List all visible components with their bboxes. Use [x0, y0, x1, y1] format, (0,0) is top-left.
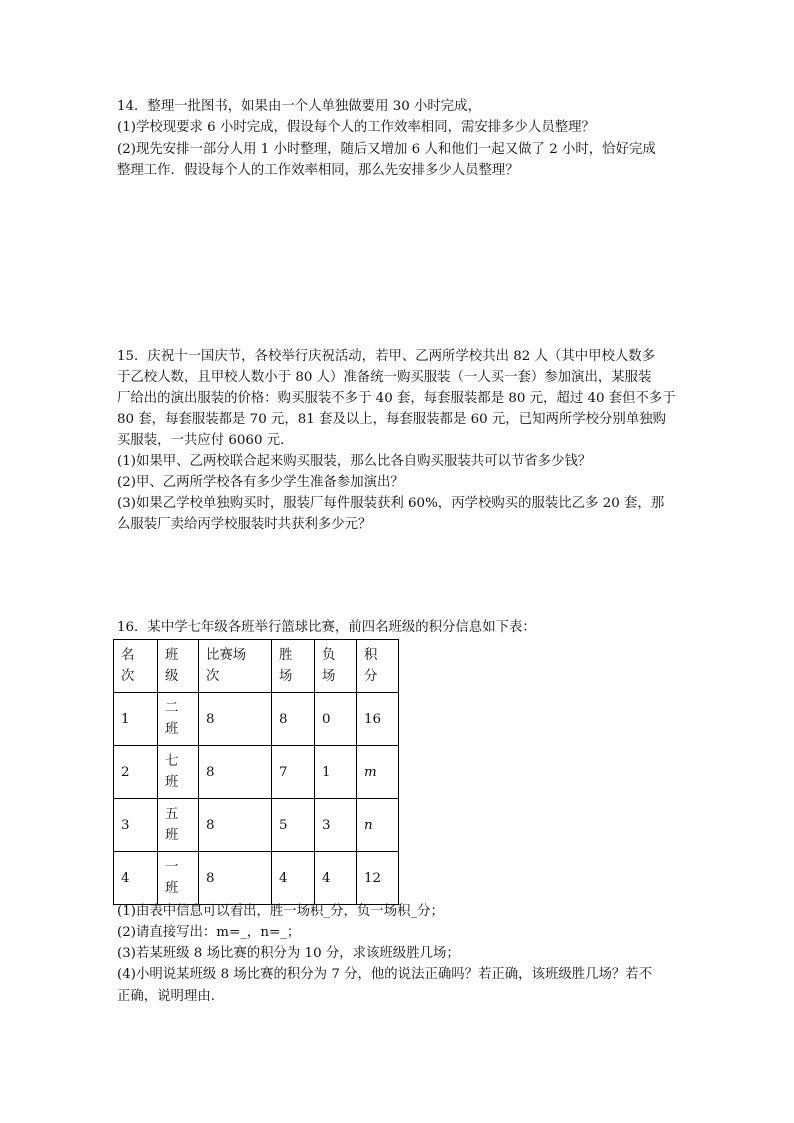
q16-part4-line1: (4)小明说某班级 8 场比赛的积分为 7 分，他的说法正确吗？若正确，该班级胜几场？若不: [117, 967, 653, 982]
header-class: 班级: [165, 648, 179, 684]
table-row: [114, 746, 399, 799]
table-row: [114, 693, 399, 746]
q14-part2-line2: 整理工作．假设每个人的工作效率相同，那么先安排多少人员整理？: [117, 163, 519, 178]
q16-part4-line2: 正确，说明理由．: [117, 989, 225, 1004]
q15-part1: (1)如果甲、乙两校联合起来购买服装，那么比各自购买服装共可以节省多少钱？: [117, 454, 592, 469]
q14-part1: (1)学校现要求 6 小时完成，假设每个人的工作效率相同，需安排多少人员整理？: [117, 120, 595, 135]
cell-wins: 8: [272, 693, 315, 746]
q15-part2: (2)甲、乙两所学校各有多少学生准备参加演出？: [117, 475, 404, 490]
cell-class: 五班: [165, 807, 179, 843]
q15-stem-line4: 80 套，每套服装都是 70 元，81 套及以上，每套服装都是 60 元，已知两所学校分别单独购: [117, 412, 666, 427]
cell-losses: 4: [315, 852, 357, 905]
cell-wins: 7: [272, 746, 315, 799]
cell-points: 16: [357, 693, 399, 746]
cell-wins: 4: [272, 852, 315, 905]
header-wins: 胜场: [279, 648, 293, 684]
table-header-row: [114, 640, 399, 693]
q15-part3-line1: (3)如果乙学校单独购买时，服装厂每件服装获利 60%，丙学校购买的服装比乙多 20 套，那: [117, 496, 665, 511]
q16-part1: (1)由表中信息可以看出，胜一场积_分，负一场积_分；: [117, 904, 444, 919]
header-games: 比赛场次: [206, 648, 247, 684]
cell-rank: 3: [114, 799, 158, 852]
cell-games: 8: [199, 693, 272, 746]
q16-stem: 16．某中学七年级各班举行篮球比赛，前四名班级的积分信息如下表：: [117, 620, 536, 635]
header-points: 积分: [364, 648, 378, 684]
cell-rank: 1: [114, 693, 158, 746]
cell-losses: 3: [315, 799, 357, 852]
header-losses: 负场: [322, 648, 336, 684]
cell-games: 8: [199, 799, 272, 852]
cell-class: 二班: [165, 701, 179, 737]
cell-losses: 1: [315, 746, 357, 799]
q16-part3: (3)若某班级 8 场比赛的积分为 10 分，求该班级胜几场；: [117, 946, 460, 961]
q15-stem-line1: 15．庆祝十一国庆节，各校举行庆祝活动，若甲、乙两所学校共出 82 人（其中甲校人数多: [117, 349, 656, 364]
cell-points: n: [357, 799, 399, 852]
q16-part2: (2)请直接写出：m=_，n=_；: [117, 925, 301, 940]
score-table: [113, 639, 399, 905]
cell-games: 8: [199, 852, 272, 905]
table-row: [114, 852, 399, 905]
q15-stem-line3: 厂给出的演出服装的价格：购买服装不多于 40 套，每套服装都是 80 元，超过 40 套但不多于: [117, 391, 676, 406]
cell-class: 一班: [165, 860, 179, 896]
cell-wins: 5: [272, 799, 315, 852]
cell-losses: 0: [315, 693, 357, 746]
q14-stem: 14．整理一批图书，如果由一个人单独做要用 30 小时完成，: [117, 99, 481, 114]
cell-rank: 2: [114, 746, 158, 799]
cell-rank: 4: [114, 852, 158, 905]
q14-part2-line1: (2)现先安排一部分人用 1 小时整理，随后又增加 6 人和他们一起又做了 2 小时，恰好完成: [117, 142, 656, 157]
q15-stem-line2: 于乙校人数，且甲校人数小于 80 人）准备统一购买服装（一人买一套）参加演出，某服装: [117, 370, 652, 385]
header-rank: 名次: [121, 648, 135, 684]
cell-class: 七班: [165, 754, 179, 790]
table-row: [114, 799, 399, 852]
q15-stem-line5: 买服装，一共应付 6060 元．: [117, 433, 294, 448]
cell-games: 8: [199, 746, 272, 799]
cell-points: 12: [357, 852, 399, 905]
cell-points: m: [357, 746, 399, 799]
q15-part3-line2: 么服装厂卖给丙学校服装时共获利多少元？: [117, 517, 372, 532]
